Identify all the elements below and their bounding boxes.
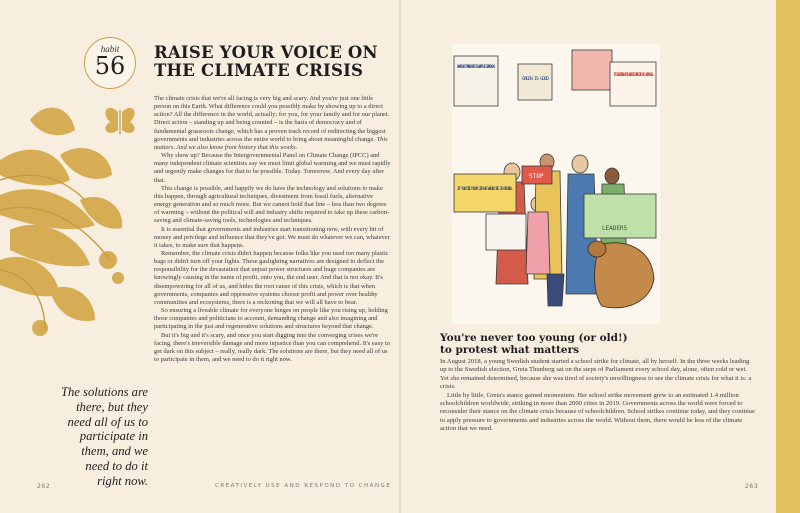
botanical-illustration (0, 100, 140, 340)
protest-illustration (452, 44, 660, 324)
subheading-line-2: to protest what matters (440, 343, 580, 356)
running-footer: CREATIVELY USE AND RESPOND TO CHANGE (215, 483, 392, 489)
paragraph: But it's big and it's scary, and once you start digging into the converging crises we're facing, there's irreversible damage and more injustice than you can comprehend. It's easy to get dark on this subject – really, really dark. The solutions are there, but they need all of us to participate in them, and we need to do it right now. (154, 331, 390, 363)
paragraph (154, 95, 391, 152)
habit-label: habit (100, 44, 120, 54)
title-line-1: RAISE YOUR VOICE ON (154, 43, 378, 62)
paragraph: In August 2018, a young Swedish student started a school strike for climate, all by herself. In the three weeks leading up to the Swedish election, Greta Thunberg sat on the steps of Parliament every school day, alone, often cold or wet. Yet she remained determined, because she was tired of society's unwillingness to see the climate crisis for what it is: a crisis. (440, 358, 752, 391)
subheading-line-1: You're never too young (or old!) (440, 332, 628, 344)
sign-text-2: GREEN IS GOOD (522, 77, 549, 82)
paragraph-italic: This matters. And we also know from history that this works. (154, 135, 388, 151)
sign-text-1: WHAT WE STAND FOR IS WHAT WE STAND ON (457, 65, 495, 70)
sign-text-3: IT'S GETTING HOT IN HERE SO TAKE OFF ALL YOUR COAL (613, 73, 654, 78)
page-number-right: 263 (745, 483, 759, 490)
left-body-text (154, 95, 391, 364)
sign-text-4: IF YOU DID YOUR JOB WE WOULD BE IN SCHOOL (457, 187, 513, 192)
habit-number: 56 (94, 52, 126, 80)
page-title (154, 44, 394, 80)
right-body-text (440, 358, 756, 434)
paragraph: Little by little, Greta's stance gained momentum. Her school strike movement grew to an estimated 1.4 million schoolchildren worldwide, striking in more than 2000 cities in 2019. Governments across the world were forced to reconsider their stance on the climate crisis because of schoolchildren. School strikes continue today, and they continue to apply pressure to governments and industries across the world. Without them, there would be less of the climate action that we need. (440, 391, 755, 433)
butterfly-icon (105, 108, 134, 134)
paragraph: It is essential that governments and industries start transitioning now, with every bit of money and privilege and influence that they've got. We must do whatever we can, whatever it takes, to make sure that happens. (154, 225, 390, 249)
paragraph: Why show up? Because the Intergovernmental Panel on Climate Change (IPCC) and many independent climate scientists say we must limit global warming and we must rapidly and urgently make changes for that to be possible. Today. Tomorrow. And every day after that. (154, 152, 391, 184)
paragraph: This change is possible, and happily we do have the technology and solutions to make this happen, through agricultural techniques, divestment from fossil fuels, alternative energy generation and so much more. But we cannot hold that line – less than two degrees of warming – without the political will and industry shifts required to take up these carbon-saving and climate-saving tools, technologies and techniques. (154, 184, 390, 225)
left-page (0, 0, 399, 513)
title-line-2: THE CLIMATE CRISIS (154, 61, 364, 80)
page-number-left: 262 (37, 483, 51, 490)
pull-quote: The solutions are there, but they need all of us to participate in them, and we need to do it right now. (61, 385, 148, 488)
sign-text-6: LEADERS (602, 225, 628, 232)
sign-text-5: STOP (529, 173, 544, 180)
gold-edge (776, 0, 800, 513)
habit-badge (84, 37, 136, 89)
paragraph-text: The climate crisis that we're all facing is very big and scary. And you're just one little person on this Earth. What difference could you possibly make by showing up to a direct action? All the difference in the world, actually; for you, for your family and for our planet. Direct action – standing up and being counted – is the basis of democracy and of fundamental grassroots change, which has a proven track record of redirecting the biggest governments and industries across the entire world to bring about meaningful change. (154, 95, 390, 143)
paragraph: So ensuring a liveable climate for everyone hinges on people like you rising up, holding those companies and politicians to account, demanding change and also imagining and participating in the just and regenerative solutions and structures beyond that change. (154, 307, 388, 331)
section-subheading (440, 333, 740, 356)
paragraph: Remember, the climate crisis didn't happen because folks like you used too many plastic bags or didn't turn off your lights. These gaslighting narratives are designed to deflect the responsibility for the devastation that unjust power structures and huge companies are knowingly causing in the name of profit, onto you, the end user. And that is not okay. It's disempowering for all of us, and hides the root cause of this crisis, which is that when governments, companies and oppressive systems choose profit and power over healthy communities and ecosystems, there is a reckoning that we will all have to bear. (154, 249, 389, 306)
